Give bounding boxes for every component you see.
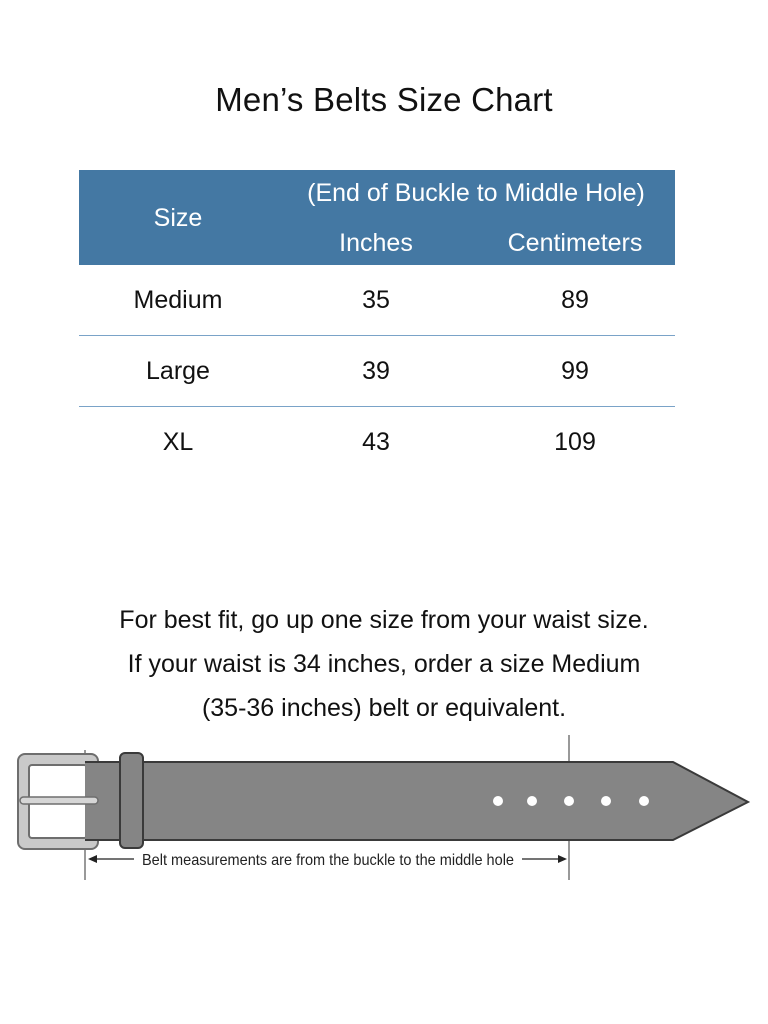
centimeters-cell: 109 [554, 427, 596, 456]
size-cell: Medium [133, 285, 223, 314]
fit-advice-line-1: For best fit, go up one size from your waist size. [119, 606, 649, 634]
measurement-header: (End of Buckle to Middle Hole) [307, 179, 645, 207]
table-row-medium [79, 265, 675, 336]
belt-hole [601, 796, 611, 806]
belt-illustration [0, 730, 768, 890]
belt-hole [493, 796, 503, 806]
belt-keeper-loop [120, 753, 143, 848]
buckle-prong-icon [20, 797, 98, 804]
belt-hole [527, 796, 537, 806]
arrowhead-right-icon [558, 855, 567, 863]
belt-hole [639, 796, 649, 806]
page-title: Men’s Belts Size Chart [215, 81, 553, 118]
inches-column-header: Inches [339, 229, 413, 257]
size-cell: Large [146, 356, 210, 385]
inches-cell: 39 [362, 356, 390, 385]
centimeters-column-header: Centimeters [507, 229, 643, 257]
table-header [79, 170, 675, 265]
fit-advice-line-3: (35-36 inches) belt or equivalent. [201, 694, 567, 722]
centimeters-cell: 89 [561, 285, 589, 314]
arrowhead-left-icon [88, 855, 97, 863]
centimeters-cell: 99 [561, 356, 589, 385]
size-column-header: Size [153, 204, 203, 232]
size-table [79, 170, 675, 477]
inches-cell: 35 [362, 285, 390, 314]
size-cell: XL [162, 427, 194, 456]
fit-advice-line-2: If your waist is 34 inches, order a size Medium [127, 650, 641, 678]
table-row-xl [79, 407, 675, 477]
measurement-caption: Belt measurements are from the buckle to the middle hole [142, 852, 515, 869]
table-row-large [79, 336, 675, 407]
inches-cell: 43 [362, 427, 390, 456]
belt-middle-hole [564, 796, 574, 806]
fit-advice [0, 598, 768, 730]
